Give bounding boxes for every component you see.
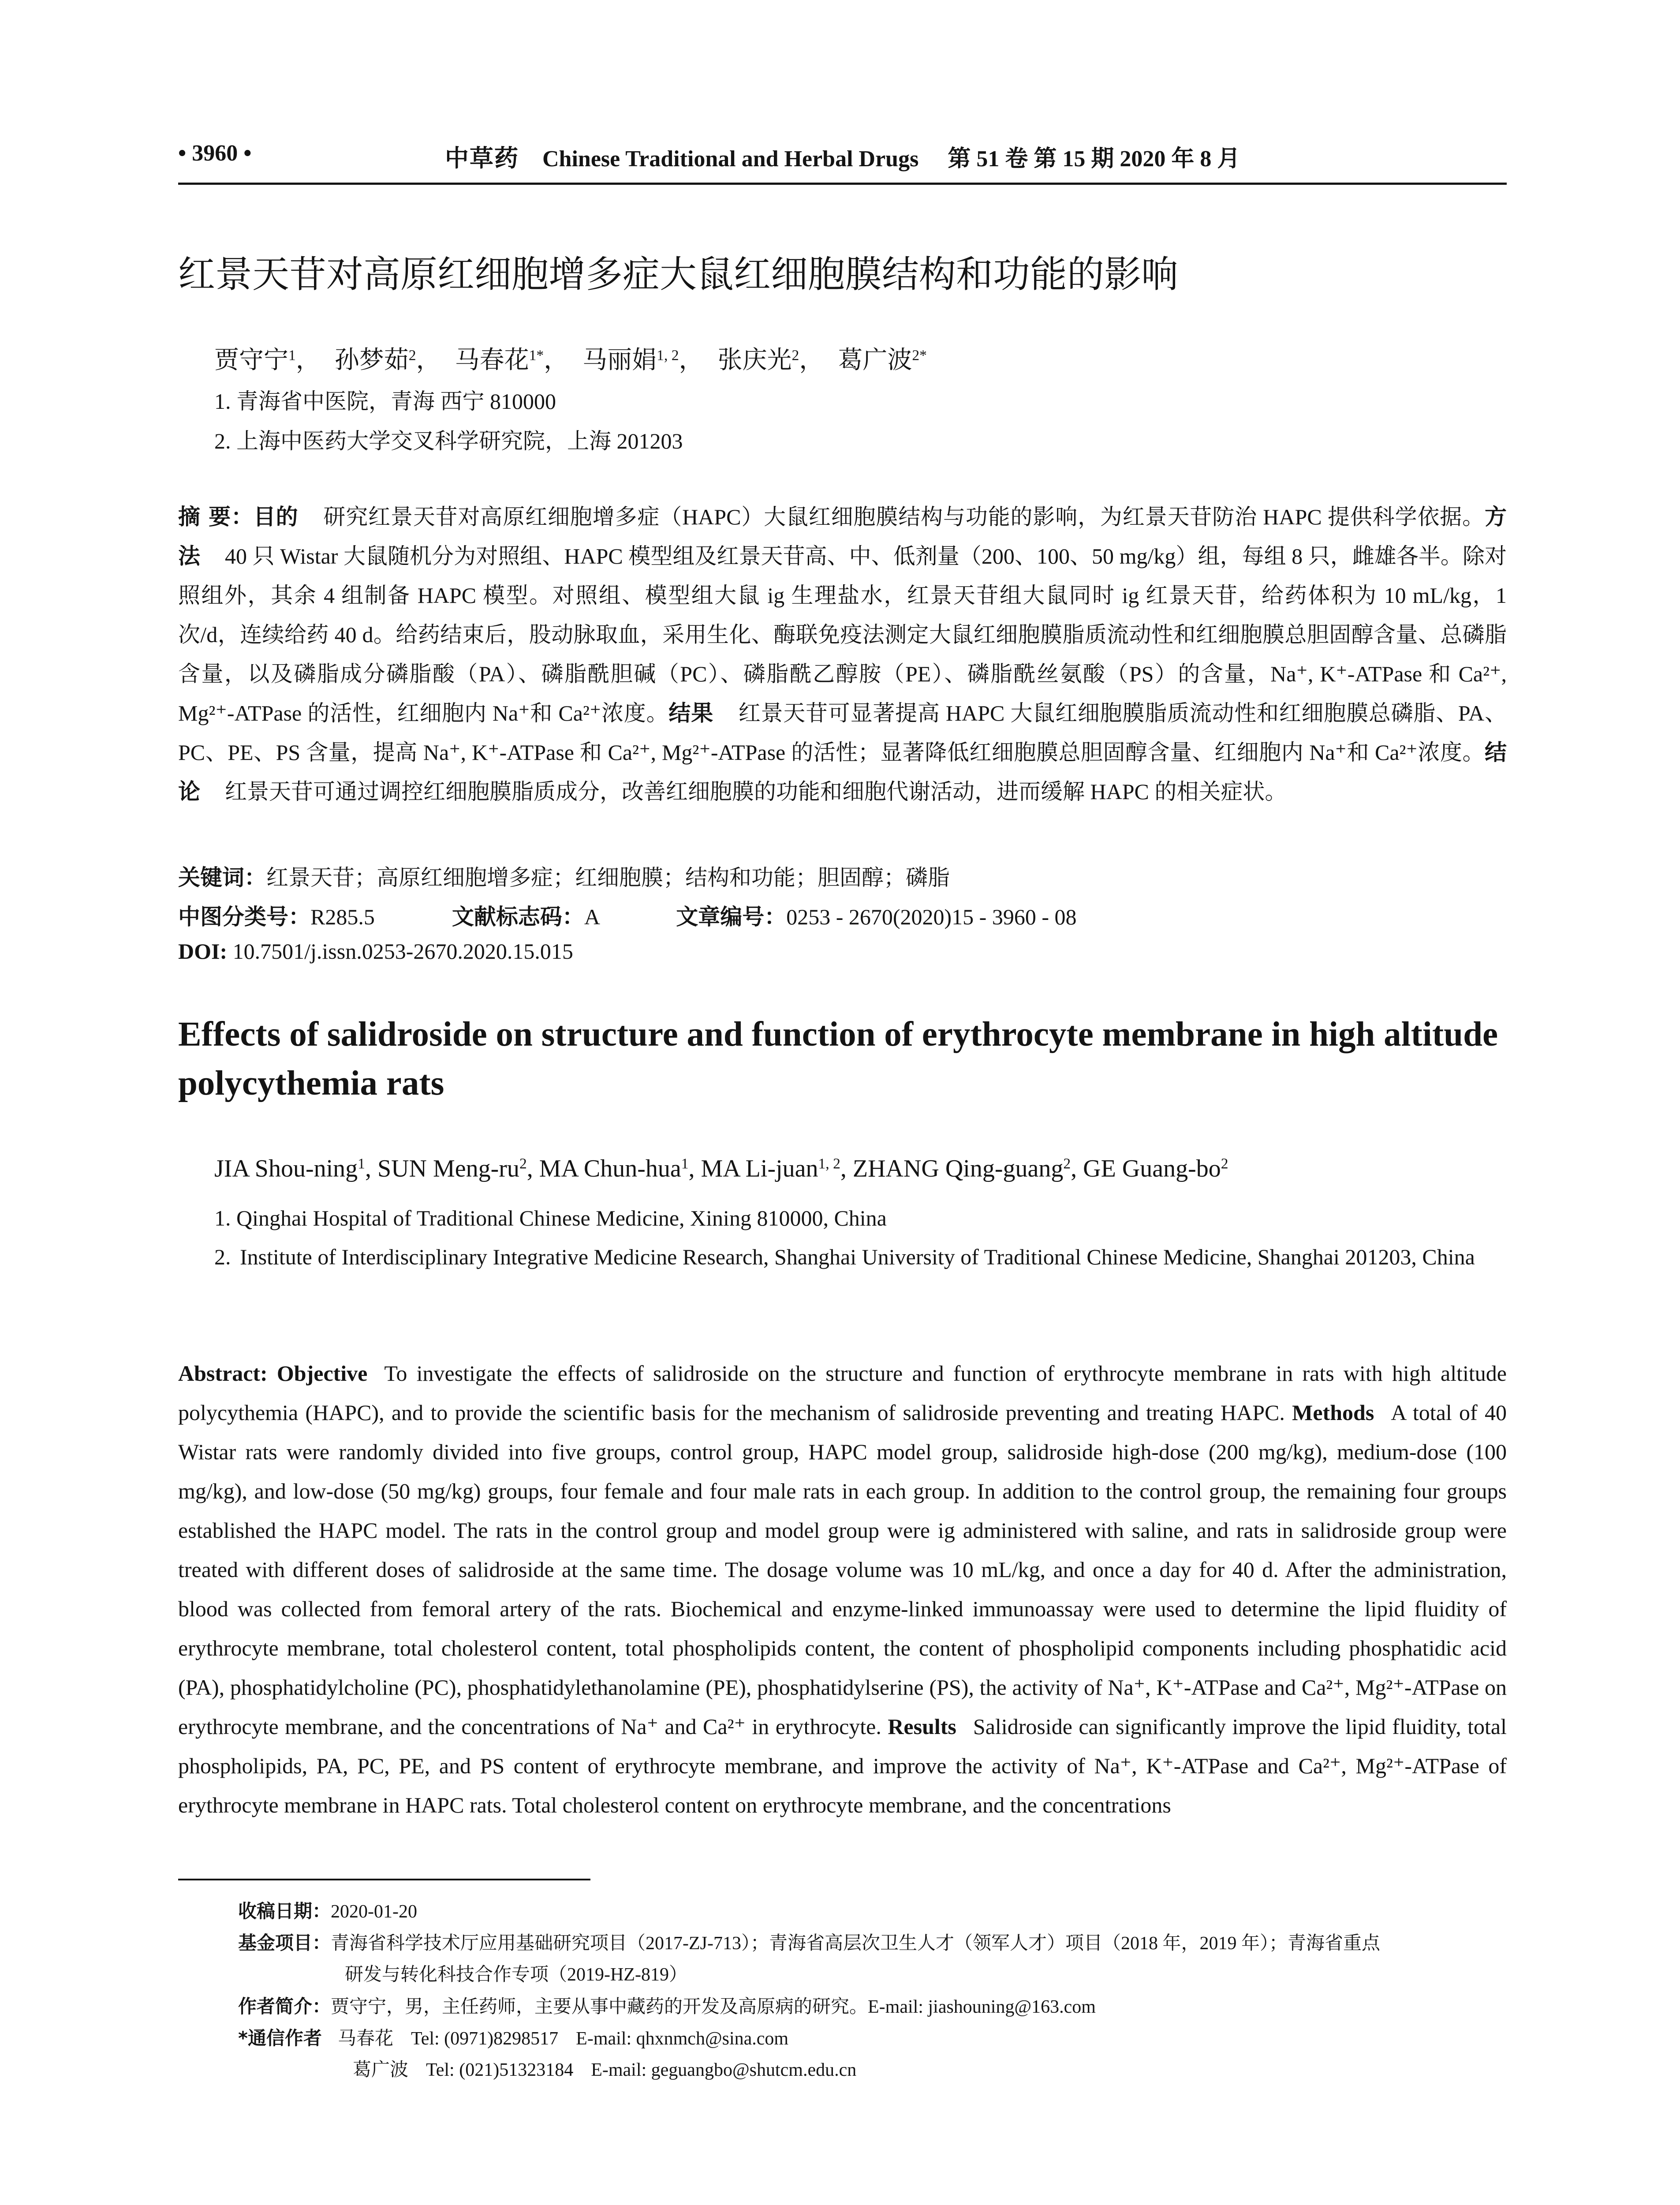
english-affiliation-2 [214, 1237, 1507, 1276]
author-affiliation-sup: 2 [408, 347, 416, 364]
english-affiliation-1: 1. Qinghai Hospital of Traditional Chinese Medicine, Xining 810000, China [214, 1206, 887, 1230]
clc-value: R285.5 [310, 904, 375, 929]
author-bio [238, 1991, 1507, 2023]
author-name: SUN Meng-ru [377, 1155, 519, 1182]
author-affiliation-sup: 1 [358, 1155, 365, 1172]
author-affiliation-sup: 1, 2 [818, 1155, 840, 1172]
results-text: 红景天苷可显著提高 HAPC 大鼠红细胞膜脂质流动性和红细胞膜总磷脂、PA、PC、PE、PS 含量，提高 Na⁺, K⁺-ATPase 和 Ca²⁺, Mg²⁺-ATPase 的活性；显著降低红细胞膜总胆固醇含量、红细胞内 Na⁺和 Ca²⁺浓度。 [178, 701, 1507, 765]
author-affiliation-sup: 1 [288, 347, 296, 364]
methods-label: 方法 [178, 504, 1507, 569]
footnote-rule [178, 1879, 590, 1880]
journal-cn-logo: 中草药 [445, 144, 519, 172]
affiliation-text: Institute of Interdisciplinary Integrative Medicine Research, Shanghai University of Traditional Chinese Medicine, Shanghai 201203, China [240, 1245, 1475, 1269]
corr-name: 马春花 [337, 2029, 393, 2049]
author-name: MA Chun-hua [539, 1155, 681, 1182]
author-name: JIA Shou-ning [214, 1155, 358, 1182]
author-name: 葛广波 [838, 347, 912, 374]
objective-label: Objective [276, 1361, 368, 1386]
journal-en-name: Chinese Traditional and Herbal Drugs [542, 146, 919, 172]
journal-issue: 第 51 卷 第 15 期 2020 年 8 月 [948, 146, 1240, 172]
corresponding-author-2 [353, 2054, 1621, 2086]
author-bio-label: 作者简介： [238, 1996, 331, 2017]
running-header [178, 131, 1507, 185]
author-affiliation-sup: 1, 2 [657, 347, 679, 364]
fund-line-continued: 研发与转化科技合作专项（2019-HZ-819） [345, 1965, 687, 1985]
doc-code-label: 文献标志码： [452, 904, 584, 930]
objective-text: To investigate the effects of salidroside on the structure and function of erythrocyte membrane in rats with high altitude polycythemia (HAPC), and to provide the scientific basis for the mechanism of salidroside preventing and treating HAPC. [178, 1361, 1507, 1425]
conclusion-text: 红景天苷可通过调控红细胞膜脂质成分，改善红细胞膜的功能和细胞代谢活动，进而缓解 HAPC 的相关症状。 [225, 779, 1287, 804]
corr-email: E-mail: geguangbo@shutcm.edu.cn [591, 2060, 857, 2080]
article-no-label: 文章编号： [676, 904, 787, 930]
author-affiliation-sup: 2 [519, 1155, 527, 1172]
doi-value: 10.7501/j.issn.0253-2670.2020.15.015 [232, 939, 573, 964]
page-number: • 3960 • [178, 141, 252, 166]
objective-text: 研究红景天苷对高原红细胞增多症（HAPC）大鼠红细胞膜结构与功能的影响，为红景天苷防治 HAPC 提供科学依据。 [323, 505, 1485, 529]
author-name: 马春花 [455, 347, 529, 374]
author-name: 贾守宁 [214, 347, 288, 374]
doi-line [178, 938, 573, 964]
journal-name [445, 139, 1240, 173]
author-name: 马丽娟 [582, 347, 657, 374]
received-date [238, 1895, 1507, 1928]
author-affiliation-sup: 1 [681, 1155, 689, 1172]
chinese-affiliation-2: 2. 上海中医药大学交叉科学研究院，上海 201203 [214, 429, 683, 453]
author-affiliation-sup: 2 [791, 347, 799, 364]
english-authors: JIA Shou-ning$^1$, SUN Meng-$ru^2$, MA Chun-hua$^1$, MA Li-juan$^{1, 2}$, ZHANG Qing-guang$^2$, GE Guang-$bo^2$ [214, 1155, 1228, 1182]
corresponding-author-1 [238, 2022, 1507, 2055]
affiliation-number: 2. [214, 1245, 231, 1269]
received-value: 2020-01-20 [331, 1902, 417, 1922]
english-title: Effects of salidroside on structure and function of erythrocyte membrane in high altitude polycythemia rats [178, 1015, 1498, 1102]
author-name: GE Guang-bo [1083, 1155, 1221, 1182]
corresponding-label: *通信作者 [238, 2027, 322, 2049]
author-name: MA Li-juan [701, 1155, 818, 1182]
abstract-label: 摘 要： [178, 504, 254, 530]
author-affiliation-sup: 2* [912, 347, 927, 364]
results-label: 结果 [668, 700, 713, 726]
keywords-line [178, 860, 950, 892]
results-label: Results [888, 1714, 956, 1739]
chinese-title: 红景天苷对高原红细胞增多症大鼠红细胞膜结构和功能的影响 [178, 253, 1179, 296]
author-bio-text: 贾守宁，男，主任药师，主要从事中藏药的开发及高原病的研究。E-mail: jiashouning@163.com [331, 1997, 1096, 2017]
methods-text: 40 只 Wistar 大鼠随机分为对照组、HAPC 模型组及红景天苷高、中、低剂量（200、100、50 mg/kg）组，每组 8 只，雌雄各半。除对照组外，其余 4 组制备 HAPC 模型。对照组、模型组大鼠 ig 生理盐水，红景天苷组大鼠同时 ig 红景天苷，给药体积为 10 mL/kg，1 次/d，连续给药 40 d。给药结束后，股动脉取血，采用生化、酶联免疫法测定大鼠红细胞膜脂质流动性和红细胞膜总胆固醇含量、总磷脂含量，以及磷脂成分磷脂酸（PA）、磷脂酰胆碱（PC）、磷脂酰乙醇胺（PE）、磷脂酰丝氨酸（PS）的含量，Na⁺, K⁺-ATPase 和 Ca²⁺, Mg²⁺-ATPase 的活性，红细胞内 Na⁺和 Ca²⁺浓度。 [178, 544, 1507, 725]
author-name: 孙梦茹 [334, 347, 409, 374]
corr-email: E-mail: qhxnmch@sina.com [576, 2029, 789, 2049]
author-affiliation-sup: 2 [1221, 1155, 1228, 1172]
corr-name: 葛广波 [353, 2060, 409, 2080]
doc-code-value: A [584, 904, 599, 929]
article-no-value: 0253 - 2670(2020)15 - 3960 - 08 [786, 904, 1077, 929]
author-name: 张庆光 [717, 347, 792, 374]
classification-line [178, 899, 1076, 931]
abstract-label: Abstract: [178, 1361, 268, 1386]
corr-tel: Tel: (021)51323184 [426, 2060, 574, 2080]
author-affiliation-sup: 1* [529, 347, 544, 364]
chinese-affiliation-1: 1. 青海省中医院，青海 西宁 810000 [214, 389, 556, 414]
doi-label: DOI: [178, 939, 228, 964]
fund-label: 基金项目： [238, 1932, 331, 1954]
methods-text: A total of 40 Wistar rats were randomly divided into five groups, control group, HAPC model group, salidroside high-dose (200 mg/kg), medium-dose (100 mg/kg), and low-dose (50 mg/kg) groups, four female and four male rats in each group. In addition to the control group, the remaining four groups established the HAPC model. The rats in the control group and model group were ig administered with saline, and rats in salidroside group were treated with different doses of salidroside at the same time. The dosage volume was 10 mL/kg, and once a day for 40 d. After the administration, blood was collected from femoral artery of the rats. Biochemical and enzyme-linked immunoassay were used to determine the lipid fluidity of erythrocyte membrane, total cholesterol content, total phospholipids content, the content of phospholipid components including phosphatidic acid (PA), phosphatidylcholine (PC), phosphatidylethanolamine (PE), phosphatidylserine (PS), the activity of Na⁺, K⁺-ATPase and Ca²⁺, Mg²⁺-ATPase on erythrocyte membrane, and the concentrations of Na⁺ and Ca²⁺ in erythrocyte. [178, 1400, 1507, 1739]
fund-line [238, 1927, 1507, 1959]
corr-tel: Tel: (0971)8298517 [411, 2029, 559, 2049]
chinese-authors: 贾守宁$^1$， 孙梦茹$^2$， 马春花$^{1*}$， 马丽娟$^{1, 2}$， 张庆光$^2$， 葛广波$^{2*}$ [214, 347, 927, 374]
chinese-abstract [178, 497, 1507, 811]
objective-label: 目的 [253, 504, 299, 530]
fund-text-1: 青海省科学技术厅应用基础研究项目（2017-ZJ-713）；青海省高层次卫生人才（领军人才）项目（2018 年，2019 年）；青海省重点 [331, 1933, 1380, 1954]
keywords-label: 关键词： [178, 865, 266, 890]
english-abstract [178, 1354, 1507, 1825]
conclusion-label: 结论 [178, 740, 1507, 804]
results-text: Salidroside can significantly improve the lipid fluidity, total phospholipids, PA, PC, PE, and PS content of erythrocyte membrane, and improve the activity of Na⁺, K⁺-ATPase and Ca²⁺, Mg²⁺-ATPase of erythrocyte membrane in HAPC rats. Total cholesterol content on erythrocyte membrane, and the concentrations [178, 1714, 1507, 1817]
received-label: 收稿日期： [238, 1900, 331, 1922]
author-affiliation-sup: 2 [1063, 1155, 1071, 1172]
clc-label: 中图分类号： [178, 904, 310, 930]
keywords-text: 红景天苷；高原红细胞增多症；红细胞膜；结构和功能；胆固醇；磷脂 [266, 865, 950, 890]
methods-label: Methods [1292, 1400, 1374, 1425]
author-name: ZHANG Qing-guang [852, 1155, 1064, 1182]
